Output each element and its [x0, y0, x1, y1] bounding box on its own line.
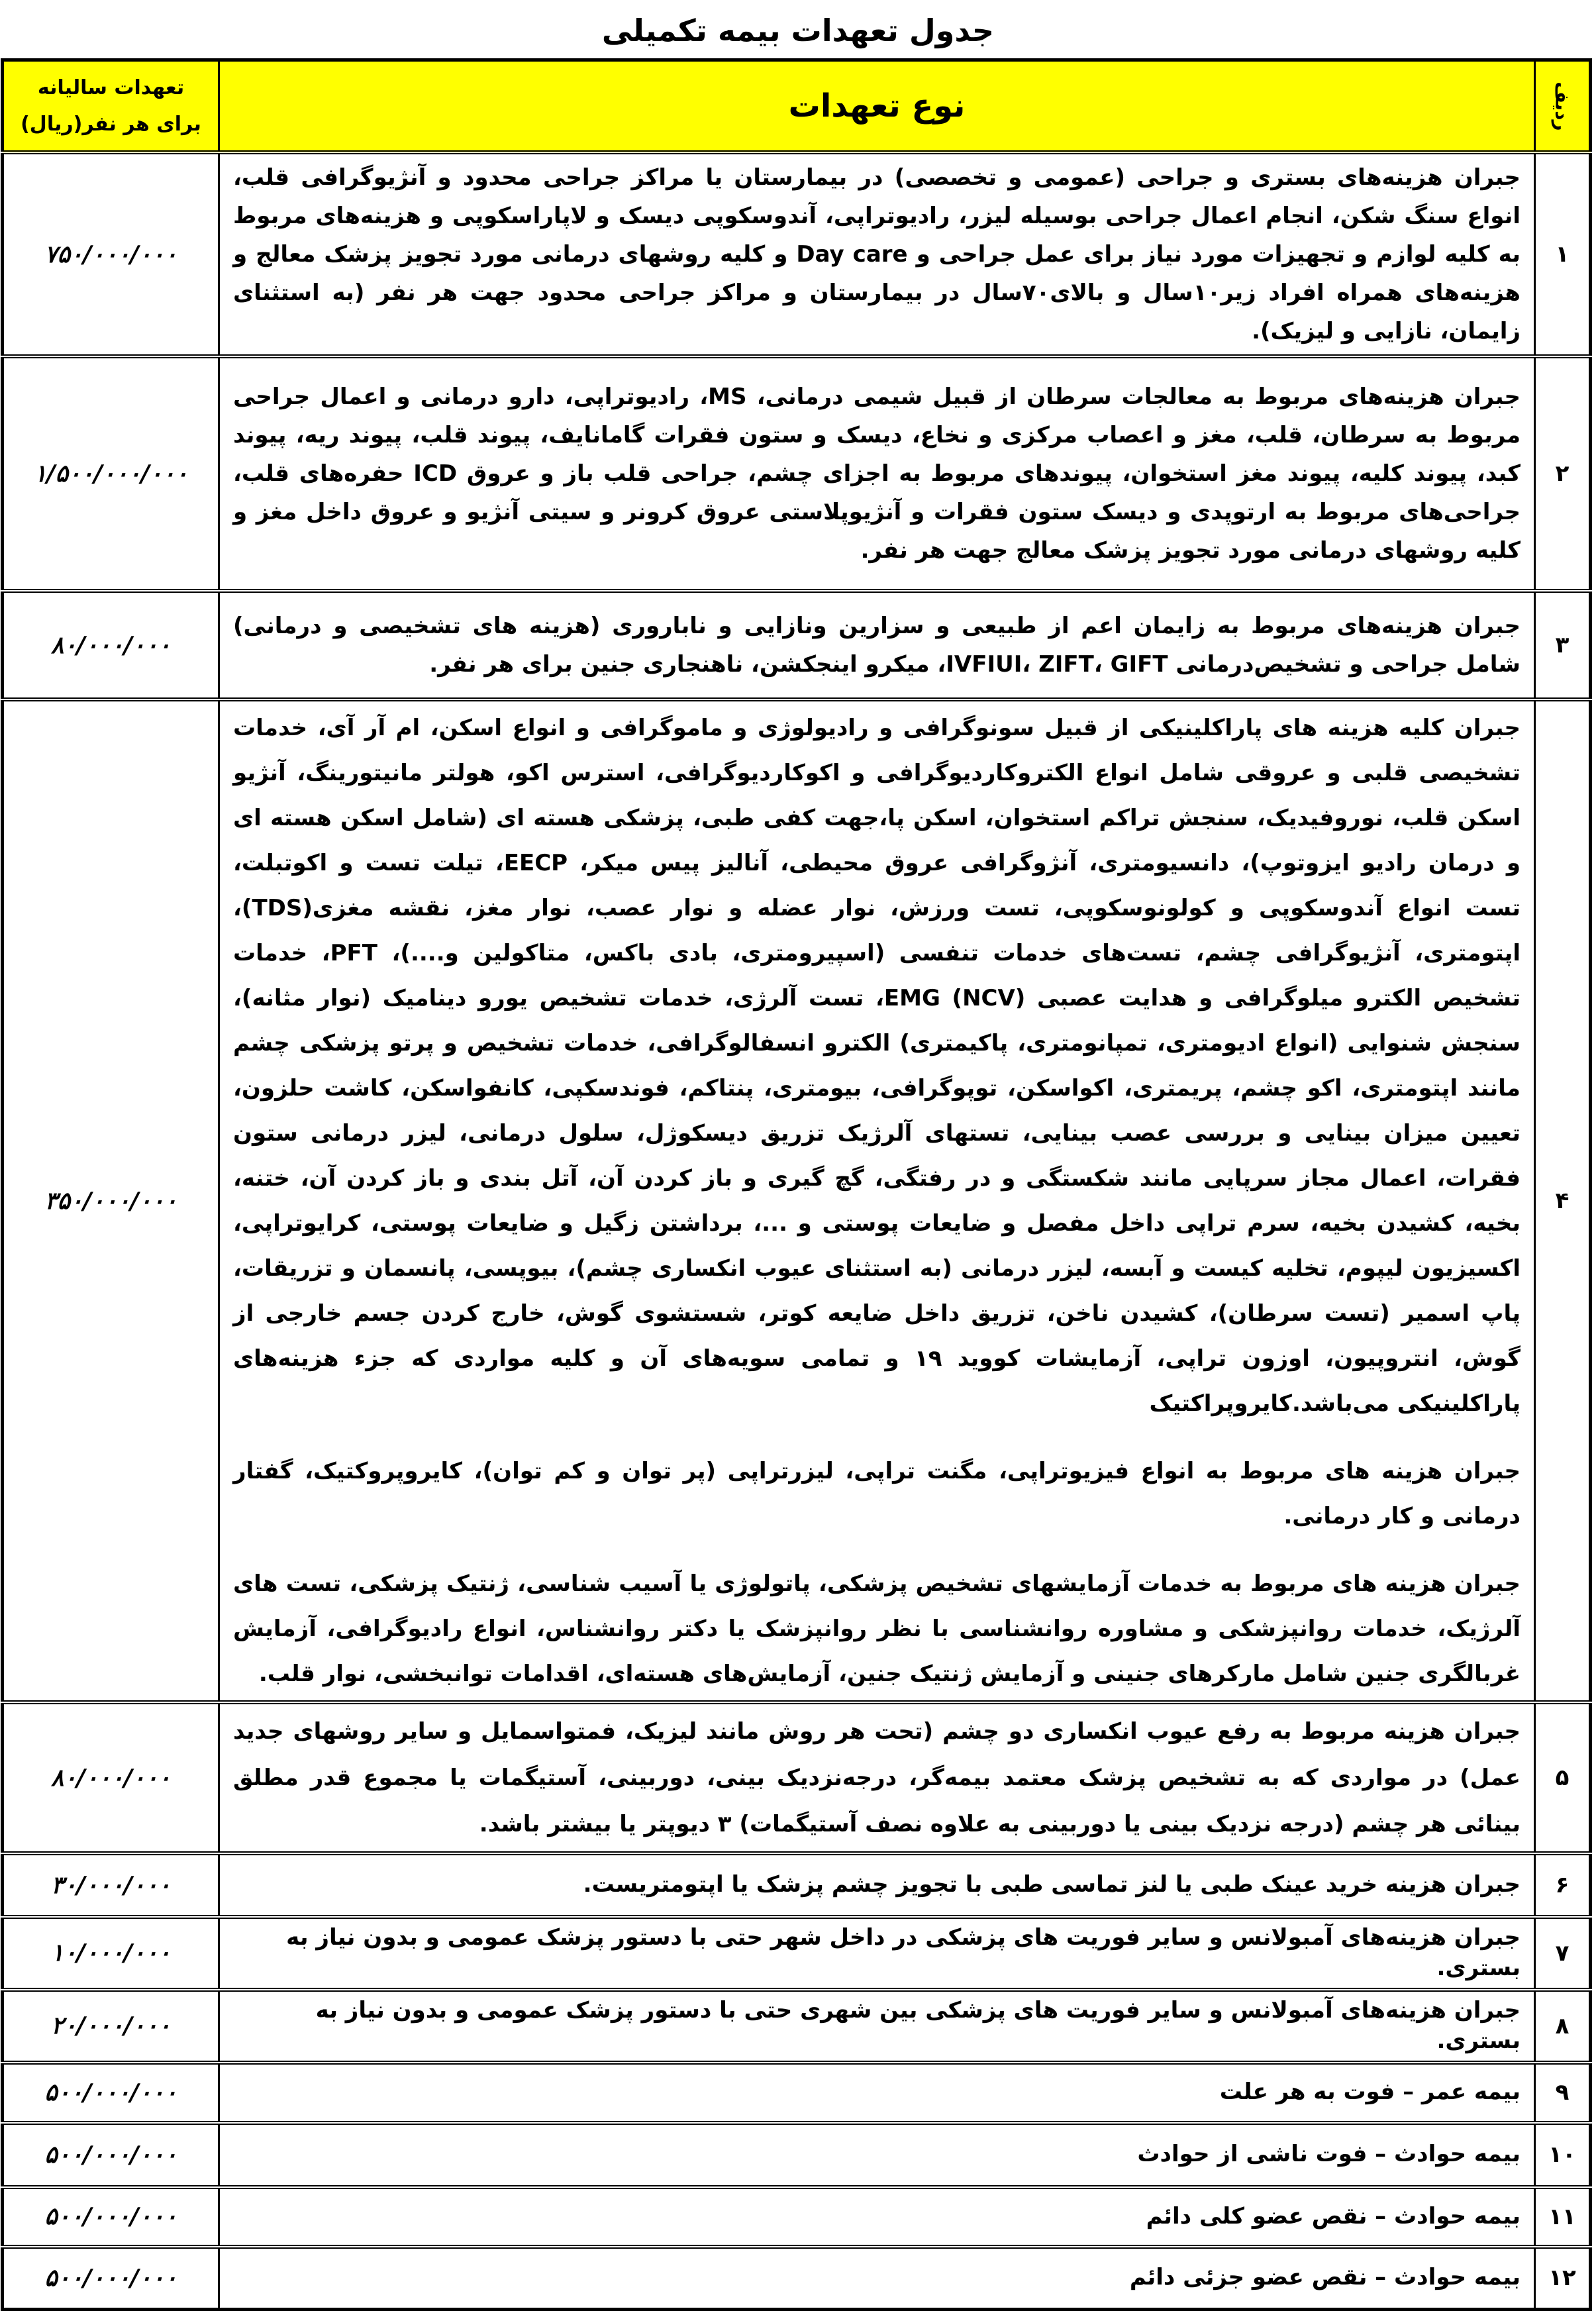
- obligation-paragraph: جبران هزینه‌های مربوط به زایمان اعم از طبیعی و سزارین ونازایی و ناباروری (هزینه های تشخیصی و درمانی) شامل جراحی و تشخیص‌درمانی IVFIUI، ZIFT، GIFT، میکرو اینجکشن، ناهنجاری جنین برای هر نفر.: [233, 613, 1521, 678]
- obligation-paragraph: بیمه حوادث – نقص عضو جزئی دائم: [1129, 2264, 1521, 2291]
- annual-amount: ۲۰/۰۰۰/۰۰۰: [3, 1990, 219, 2063]
- table-row: [3, 356, 1591, 591]
- obligation-description: [219, 1917, 1535, 1990]
- obligation-paragraph: بیمه حوادث – نقص عضو کلی دائم: [1146, 2202, 1521, 2230]
- table-row: [3, 1990, 1591, 2063]
- annual-amount: ۸۰/۰۰۰/۰۰۰: [3, 591, 219, 699]
- obligation-description: [219, 356, 1535, 591]
- table-row: [3, 2063, 1591, 2123]
- obligation-paragraph: بیمه عمر – فوت به هر علت: [1219, 2079, 1521, 2106]
- annual-amount: ۳۵۰/۰۰۰/۰۰۰: [3, 699, 219, 1702]
- row-number: ۱: [1535, 152, 1591, 356]
- obligation-paragraph: جبران هزینه خرید عینک طبی یا لنز تماسی طبی با تجویز چشم پزشک یا اپتومتریست.: [583, 1871, 1521, 1898]
- annual-amount: ۵۰۰/۰۰۰/۰۰۰: [3, 2063, 219, 2123]
- obligation-paragraph: جبران هزینه های مربوط به انواع فیزیوتراپی، مگنت تراپی، لیزرتراپی (پر توان و کم توان)، کایروپروکتیک، گفتار درمانی و کار درمانی.: [233, 1458, 1521, 1529]
- header-row: [3, 60, 1591, 153]
- obligation-description: [219, 2123, 1535, 2187]
- header-cell-row-number: [1535, 60, 1591, 153]
- obligation-description: [219, 2187, 1535, 2247]
- row-number: ۲: [1535, 356, 1591, 591]
- annual-amount: ۳۰/۰۰۰/۰۰۰: [3, 1853, 219, 1917]
- amount-header-line2: برای هر نفر(ریال): [21, 113, 201, 136]
- annual-amount: ۷۵۰/۰۰۰/۰۰۰: [3, 152, 219, 356]
- annual-amount: ۵۰۰/۰۰۰/۰۰۰: [3, 2187, 219, 2247]
- table-header: [3, 60, 1591, 153]
- table-row: [3, 591, 1591, 699]
- obligation-description: [219, 1990, 1535, 2063]
- row-number: ۵: [1535, 1702, 1591, 1853]
- annual-amount: ۸۰/۰۰۰/۰۰۰: [3, 1702, 219, 1853]
- table-body: [3, 152, 1591, 2310]
- obligation-description: [219, 1853, 1535, 1917]
- row-number: ۴: [1535, 699, 1591, 1702]
- obligation-description: [219, 2247, 1535, 2310]
- table-row: [3, 1853, 1591, 1917]
- table-row: [3, 152, 1591, 356]
- table-row: [3, 2247, 1591, 2310]
- amount-header-label: [4, 62, 218, 150]
- obligation-description: [219, 699, 1535, 1702]
- obligation-paragraph: جبران هزینه های مربوط به خدمات آزمایشهای تشخیص پزشکی، پاتولوژی یا آسیب شناسی، ژنتیک پزشکی، تست های آلرژیک، خدمات روانپزشکی و مشاوره روانشناسی با نظر روانپزشک یا دکتر روانشناس، انواع رادیوگرافی، آزمایش غربالگری جنین شامل مارکرهای جنینی و آزمایش ژنتیک جنین، آزمایش‌های هسته‌ای، اقدامات توانبخشی، نوار قلب.: [233, 1570, 1521, 1687]
- row-number-header-label: ردیف: [1551, 81, 1573, 131]
- obligation-paragraph: جبران هزینه‌های آمبولانس و سایر فوریت های پزشکی در داخل شهر حتی با دستور پزشک عمومی و بدون نیاز به بستری.: [286, 1924, 1521, 1981]
- table-row: [3, 2123, 1591, 2187]
- obligation-description: [219, 1702, 1535, 1853]
- table-row: [3, 1917, 1591, 1990]
- obligation-paragraph: جبران هزینه مربوط به رفع عیوب انکساری دو چشم (تحت هر روش مانند لیزیک، فمتواسمایل و سایر روشهای جدید عمل) در مواردی که به تشخیص پزشک معتمد بیمه‌گر، درجه‌نزدیک بینی، دوربینی، آستیگمات یا مجموع قدر مطلق بینائی هر چشم (درجه نزدیک بینی یا دوربینی به علاوه نصف آستیگمات) ۳ دیوپتر یا بیشتر باشد.: [233, 1718, 1521, 1837]
- row-number: ۶: [1535, 1853, 1591, 1917]
- annual-amount: ۵۰۰/۰۰۰/۰۰۰: [3, 2247, 219, 2310]
- obligation-paragraph: جبران هزینه‌های آمبولانس و سایر فوریت های پزشکی بین شهری حتی با دستور پزشک عمومی و بدون نیاز به بستری.: [315, 1996, 1521, 2054]
- obligation-paragraph: جبران کلیه هزینه های پاراکلینیکی از قبیل سونوگرافی و رادیولوژی و ماموگرافی و انواع اسکن، ام آر آی، خدمات تشخیصی قلبی و عروقی شامل انواع الکتروکاردیوگرافی و اکوکاردیوگرافی، استرس اکو، هولتر مانیتورینگ، آنژیو اسکن قلب، نوروفیدیک، سنجش تراکم استخوان، اسکن پا،جهت کفی طبی، پزشکی هسته ای (شامل اسکن هسته ای و درمان رادیو ایزوتوپ)، دانسیومتری، آنژوگرافی عروق محیطی، آنالیز پیس میکر، EECP، تیلت تست و اکوتبلت، تست انواع آندوسکوپی و کولونوسکوپی، تست ورزش، نوار عضله و نوار عصب، نوار مغز، نقشه مغزی(TDS)، اپتومتری، آنژیوگرافی چشم، تست‌های خدمات تنفسی (اسپیرومتری، بادی باکس، متاکولین و....)، PFT، خدمات تشخیص الکترو میلوگرافی و هدایت عصبی EMG (NCV)، تست آلرژی، خدمات تشخیص یورو دینامیک (نوار مثانه)، سنجش شنوایی (انواع ادیومتری، تمپانومتری، پاکیمتری) الکترو انسفالوگرافی، خدمات تشخیص و پرتو پزشکی چشم مانند اپتومتری، اکو چشم، پریمتری، اکواسکن، توپوگرافی، بیومتری، پنتاکم، فوندسکپی، کانفواسکن، کاشت حلزون، تعیین میزان بینایی و بررسی عصب بینایی، تستهای آلرژیک تزریق دیسکوژل، سلول درمانی، لیزر درمانی ستون فقرات، اعمال مجاز سرپایی مانند شکستگی و در رفتگی، گچ گیری و باز کردن آن، آتل بندی و باز کردن آن، ختنه، بخیه، کشیدن بخیه، سرم تراپی داخل مفصل و ضایعات پوستی و ...، برداشتن زگیل و ضایعات پوستی، کرایوتراپی، اکسیزیون لیپوم، تخلیه کیست و آبسه، لیزر درمانی (به استثنای عیوب انکساری چشم)، بیوپسی، پانسمان و تزریقات، پاپ اسمیر (تست سرطان)، کشیدن ناخن، تزریق داخل ضایعه کوتر، شستشوی گوش، خارج کردن جسم خارجی از گوش، انتروپیون، اوزون تراپی، آزمایشات کووید ۱۹ و تمامی سویه‌های آن و کلیه مواردی که جزء هزینه‌های پاراکلینیکی می‌باشد.کایروپراکتیک: [233, 715, 1521, 1417]
- obligation-paragraph: جبران هزینه‌های مربوط به معالجات سرطان از قبیل شیمی درمانی، MS، رادیوتراپی، دارو درمانی و اعمال جراحی مربوط به سرطان، قلب، مغز و اعصاب مرکزی و نخاع، دیسک و ستون فقرات گامانایف، پیوند قلب، پیوند ریه، پیوند کبد، پیوند کلیه، پیوند مغز استخوان، پیوندهای مربوط به اجزای چشم، جراحی قلب باز و عروق ICD حفره‌های قلب، جراحی‌های مربوط به ارتوپدی و دیسک ستون فقرات و آنژیوپلاستی عروق کرونر و سیتی آنژیو و عروق داخل مغز و کلیه روشهای درمانی مورد تجویز پزشک معالج جهت هر نفر.: [233, 384, 1521, 564]
- row-number: ۳: [1535, 591, 1591, 699]
- obligation-paragraph: بیمه حوادث – فوت ناشی از حوادث: [1137, 2141, 1521, 2168]
- table-row: [3, 699, 1591, 1702]
- row-number: ۷: [1535, 1917, 1591, 1990]
- amount-header-line1: تعهدات سالیانه: [37, 76, 185, 99]
- row-number: ۱۱: [1535, 2187, 1591, 2247]
- table-row: [3, 2187, 1591, 2247]
- table-row: [3, 1702, 1591, 1853]
- page-title: جدول تعهدات بیمه تکمیلی: [601, 13, 995, 48]
- annual-amount: ۵۰۰/۰۰۰/۰۰۰: [3, 2123, 219, 2187]
- annual-amount: ۱۰/۰۰۰/۰۰۰: [3, 1917, 219, 1990]
- header-cell-type: نوع تعهدات: [219, 60, 1535, 153]
- obligation-paragraph: جبران هزینه‌های بستری و جراحی (عمومی و تخصصی) در بیمارستان یا مراکز جراحی محدود و آنژیوگرافی قلب، انواع سنگ شکن، انجام اعمال جراحی بوسیله لیزر، رادیوتراپی، آندوسکوپی دیسک و لاپاراسکوپی و هزینه‌های مربوط به کلیه لوازم و تجهیزات مورد نیاز برای عمل جراحی و Day care و کلیه روشهای درمانی مورد تجویز پزشک معالج و هزینه‌های همراه افراد زیر۱۰سال و بالای۷۰سال در بیمارستان و مراکز جراحی محدود جهت هر نفر (به استثنای زایمان، نازایی و لیزیک).: [233, 164, 1521, 344]
- row-number: ۸: [1535, 1990, 1591, 2063]
- obligation-description: [219, 591, 1535, 699]
- row-number: ۹: [1535, 2063, 1591, 2123]
- header-cell-amount: [3, 60, 219, 153]
- obligations-table: [1, 58, 1592, 2311]
- row-number: ۱۲: [1535, 2247, 1591, 2310]
- annual-amount: ۱/۵۰۰/۰۰۰/۰۰۰: [3, 356, 219, 591]
- obligation-description: [219, 2063, 1535, 2123]
- row-number: ۱۰: [1535, 2123, 1591, 2187]
- obligation-description: [219, 152, 1535, 356]
